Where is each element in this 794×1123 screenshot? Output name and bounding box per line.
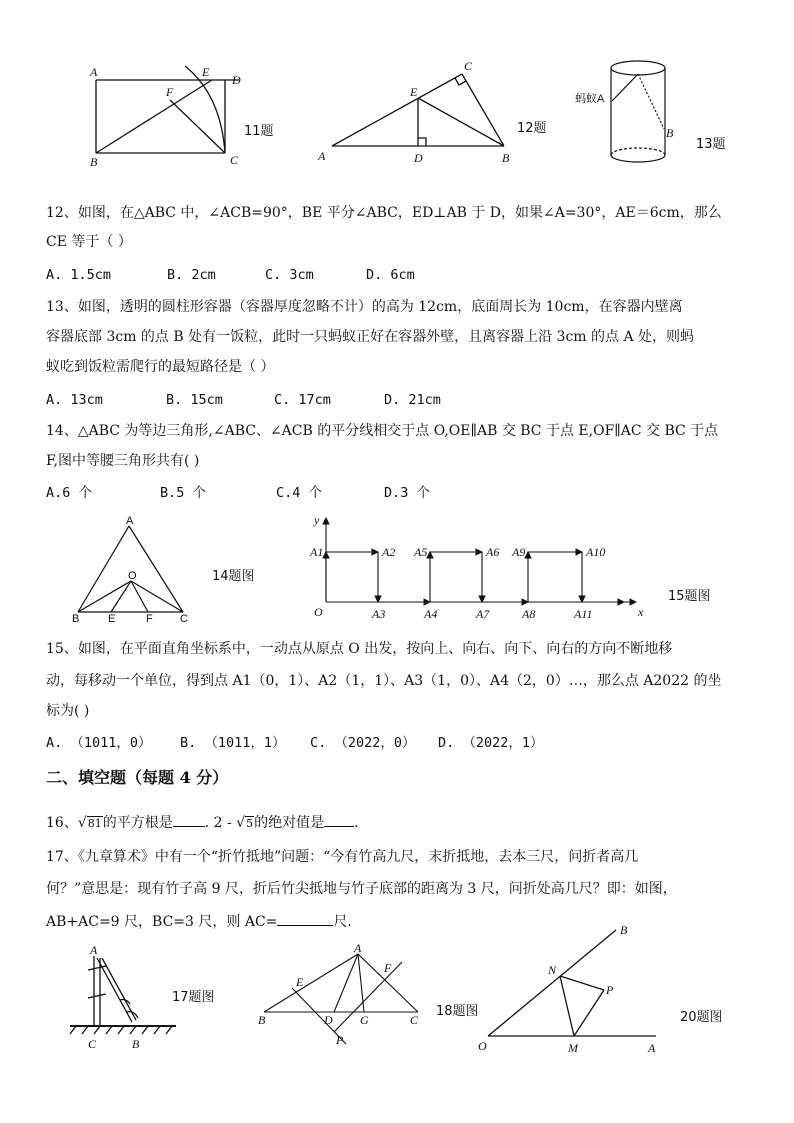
figure-18 xyxy=(252,942,432,1050)
figure-17 xyxy=(64,940,184,1052)
fig20-label-B: B xyxy=(620,923,628,937)
fig18-label-C: C xyxy=(410,1013,419,1027)
fig20-caption: 20题图 xyxy=(680,1010,723,1025)
fig15-label-y: y xyxy=(314,513,320,527)
q14-line1: 14、△ABC 为等边三角形,∠ABC、∠ACB 的平分线相交于点 O,OE∥AB 交 BC 于点 E,OF∥AC 交 BC 于点 xyxy=(46,423,719,439)
q13-option-d: D. 21cm xyxy=(384,392,441,408)
fig18-label-G: G xyxy=(360,1013,369,1027)
fig15-label-A5: A5 xyxy=(414,545,428,559)
fig20-label-P: P xyxy=(606,983,614,997)
q15-line2: 动，每移动一个单位，得到点 A1（0，1）、A2（1，1）、A3（1，0）、A4（2，0）…，那么点 A2022 的坐 xyxy=(46,673,722,689)
fig17-label-A: A xyxy=(90,943,98,957)
q17-line3-text: AB+AC=9 尺，BC=3 尺，则 AC= xyxy=(46,914,278,930)
figure-20 xyxy=(470,918,670,1058)
fig15-label-x: x xyxy=(638,605,644,619)
q12-option-a: A. 1.5cm xyxy=(46,267,112,283)
fig12-label-E: E xyxy=(410,85,418,99)
q14-option-a: A.6 个 xyxy=(46,485,93,501)
fig18-caption: 18题图 xyxy=(436,1004,479,1019)
fig13-caption: 13题 xyxy=(696,137,726,152)
q15-point-4: A4（2，0） xyxy=(489,673,569,689)
q17-blank xyxy=(277,911,333,926)
q15-option-d: D. （2022，1） xyxy=(438,735,544,751)
q13-option-c: C. 17cm xyxy=(274,392,331,408)
fig18-label-P: P xyxy=(336,1033,344,1047)
fig15-label-A10: A10 xyxy=(586,545,606,559)
fig15-label-O: O xyxy=(314,605,323,619)
fig12-label-B: B xyxy=(502,151,510,165)
q15-point-1: A1（0，1） xyxy=(232,673,305,689)
q12-line1: 12、如图，在△ABC 中，∠ACB=90°，BE 平分∠ABC，ED⊥AB 于 D，如果∠A=30°，AE＝6cm，那么 xyxy=(46,205,722,221)
fig20-label-M: M xyxy=(568,1041,578,1055)
q15-option-b: B. （1011，1） xyxy=(180,735,286,751)
q16-blank-1 xyxy=(173,812,205,827)
q16-blank-2 xyxy=(324,812,354,827)
fig15-label-A2: A2 xyxy=(382,545,396,559)
fig11-label-A: A xyxy=(90,65,98,79)
fig18-label-A: A xyxy=(354,942,362,955)
q16-end: . xyxy=(354,815,359,831)
q14-option-d: D.3 个 xyxy=(384,485,431,501)
q14-option-c: C.4 个 xyxy=(276,485,323,501)
fig13-label-B: B xyxy=(666,126,674,140)
q14-line2: F,图中等腰三角形共有( ) xyxy=(46,453,200,469)
figure-11 xyxy=(86,60,286,172)
fig18-label-B: B xyxy=(258,1013,266,1027)
figure-13 xyxy=(568,55,688,173)
fig14-label-C: C xyxy=(180,613,188,625)
fig18-label-E: E xyxy=(296,975,304,989)
q17-line1: 17、《九章算术》中有一个“折竹抵地”问题：“今有竹高九尺，末折抵地，去本三尺，问折者高几 xyxy=(46,849,639,865)
figure-15 xyxy=(306,512,656,624)
q16-mid: 的平方根是 xyxy=(102,815,173,831)
q16-tail: 的绝对值是 xyxy=(254,815,325,831)
fig14-label-F: F xyxy=(146,613,153,625)
q16-prefix: 16、 xyxy=(46,815,78,831)
q17-line2: 何？”意思是：现有竹子高 9 尺，折后竹尖抵地与竹子底部的距离为 3 尺，问折处高几尺？即：如图， xyxy=(46,881,677,897)
fig13-label-ant-A: 蚂蚁A xyxy=(575,93,605,105)
fig11-caption: 11题 xyxy=(244,124,274,139)
q14-option-b: B.5 个 xyxy=(160,485,207,501)
q16-line: 16、√81的平方根是 . 2 - √5的绝对值是 . xyxy=(46,812,359,834)
fig15-label-A6: A6 xyxy=(486,545,500,559)
q16-radicand-1: 81 xyxy=(87,817,102,830)
q12-option-d: D. 6cm xyxy=(366,267,415,283)
fig15-label-A7: A7 xyxy=(476,607,490,621)
fig12-label-C: C xyxy=(464,59,473,73)
q15-point-2: A2（1，1） xyxy=(318,673,391,689)
q13-option-a: A. 13cm xyxy=(46,392,103,408)
q15-line2-pre: 动，每移动一个单位，得到点 xyxy=(46,673,233,689)
fig20-label-A: A xyxy=(648,1041,656,1055)
q15-option-c: C. （2022，0） xyxy=(310,735,416,751)
fig20-label-O: O xyxy=(478,1039,487,1053)
fig15-caption: 15题图 xyxy=(668,589,711,604)
fig11-label-B: B xyxy=(90,155,98,169)
fig12-caption: 12题 xyxy=(517,121,547,136)
fig18-label-D: D xyxy=(324,1013,333,1027)
q12-option-c: C. 3cm xyxy=(265,267,314,283)
fig20-label-N: N xyxy=(548,963,557,977)
q12-option-b: B. 2cm xyxy=(167,267,216,283)
fig11-label-F: F xyxy=(166,85,174,99)
q15-line1: 15、如图，在平面直角坐标系中，一动点从原点 O 出发，按向上、向右、向下、向右的方向不断地移 xyxy=(46,641,673,657)
q12-line2: CE 等于（ ） xyxy=(46,234,132,250)
q15-option-a: A. （1011，0） xyxy=(46,735,152,751)
q13-line3: 蚁吃到饭粒需爬行的最短路径是（ ） xyxy=(46,359,275,375)
figure-14 xyxy=(66,514,196,626)
fig11-label-E: E xyxy=(202,65,210,79)
fig18-label-F: F xyxy=(384,961,392,975)
figure-12 xyxy=(312,58,522,168)
q16-sep: . 2 - xyxy=(204,815,237,831)
q13-line1: 13、如图，透明的圆柱形容器（容器厚度忽略不计）的高为 12cm，底面周长为 10cm，在容器内壁离 xyxy=(46,299,683,315)
fig17-label-C: C xyxy=(88,1037,97,1051)
fig17-label-B: B xyxy=(132,1037,140,1051)
fig15-label-A4: A4 xyxy=(424,607,438,621)
fig14-label-A: A xyxy=(126,515,134,527)
fig15-label-A9: A9 xyxy=(512,545,526,559)
q15-line2-post: …，那么点 A2022 的坐 xyxy=(568,673,722,689)
q15-point-3: A3（1，0） xyxy=(404,673,476,689)
fig11-label-D: D xyxy=(232,73,241,87)
q15-line3: 标为( ) xyxy=(46,703,90,719)
fig14-caption: 14题图 xyxy=(212,569,255,584)
q16-radicand-2: 5 xyxy=(246,817,254,830)
fig11-label-C: C xyxy=(230,153,239,167)
fig14-label-B: B xyxy=(72,613,80,625)
fig15-label-A3: A3 xyxy=(372,607,386,621)
fig12-label-D: D xyxy=(414,151,423,165)
section-2-title: 二、填空题（每题 4 分） xyxy=(46,768,229,787)
fig14-label-O: O xyxy=(128,570,137,582)
fig14-label-E: E xyxy=(108,613,116,625)
fig15-label-A1: A1 xyxy=(310,545,324,559)
fig15-label-A11: A11 xyxy=(574,607,593,621)
fig15-label-A8: A8 xyxy=(522,607,536,621)
q17-line3-end: 尺. xyxy=(333,914,352,930)
q13-option-b: B. 15cm xyxy=(166,392,223,408)
fig17-caption: 17题图 xyxy=(172,990,215,1005)
q13-line2: 容器底部 3cm 的点 B 处有一饭粒，此时一只蚂蚁正好在容器外壁，且离容器上沿 3cm 的点 A 处，则蚂 xyxy=(46,329,695,345)
q17-line3 xyxy=(46,911,352,932)
fig12-label-A: A xyxy=(318,149,326,163)
